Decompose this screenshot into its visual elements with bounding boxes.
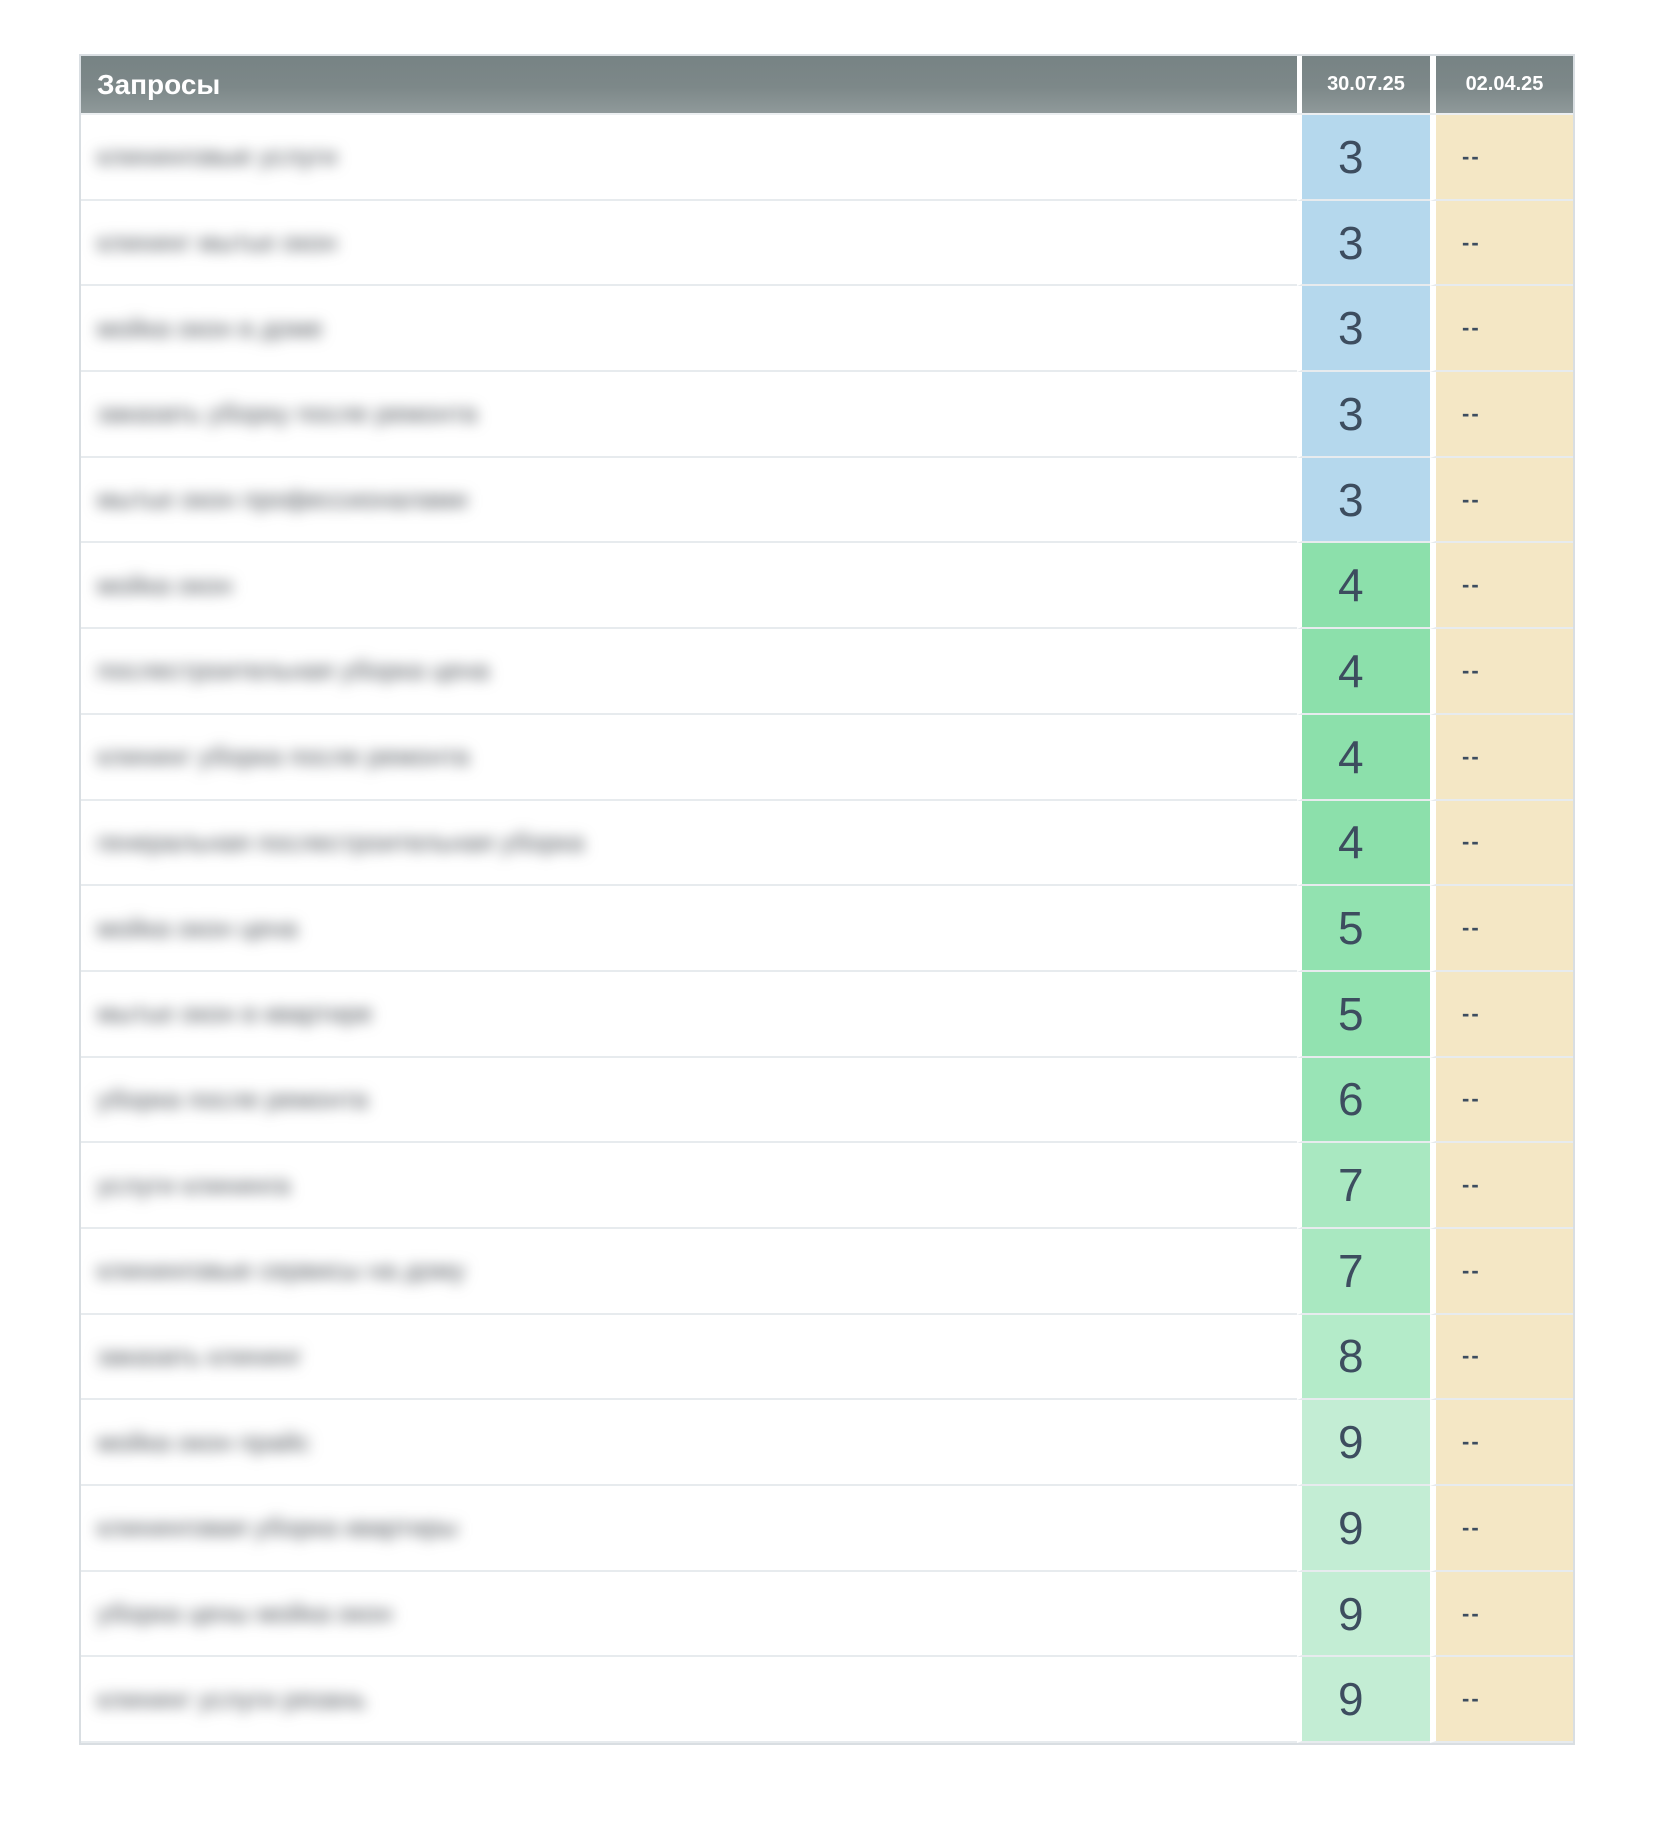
blurred-query-text: мытье окон профессионалами: [97, 484, 468, 515]
blurred-query-text: уборка после ремонта: [97, 1083, 368, 1114]
position-cell: [1297, 1400, 1430, 1486]
query-cell: [81, 1229, 1297, 1315]
table-header: [81, 56, 1573, 115]
blurred-query-text: клининговые сервисы на дому: [97, 1255, 466, 1286]
position-cell: [1297, 1315, 1430, 1401]
query-cell: [81, 1143, 1297, 1229]
table-row: [81, 972, 1573, 1058]
column-header-date-1: 30.07.25: [1297, 56, 1430, 113]
position-value: 3: [1338, 216, 1364, 269]
position-cell: [1297, 1058, 1430, 1144]
blurred-query-text: генеральная послестроительная уборка: [97, 826, 585, 857]
position-value: 4: [1338, 730, 1364, 783]
no-data-value: --: [1462, 1429, 1481, 1455]
query-cell: [81, 1486, 1297, 1572]
position-cell: [1297, 886, 1430, 972]
no-data-value: --: [1462, 1000, 1481, 1026]
position-value: 3: [1338, 473, 1364, 526]
previous-position-cell: [1430, 372, 1573, 458]
table-row: [81, 886, 1573, 972]
blurred-query-text: мойка окон: [97, 569, 233, 600]
blurred-query-text: клининговая уборка квартиры: [97, 1512, 458, 1543]
queries-table: [79, 54, 1575, 1745]
previous-position-cell: [1430, 543, 1573, 629]
previous-position-cell: [1430, 715, 1573, 801]
position-value: 3: [1338, 302, 1364, 355]
position-value: 5: [1338, 987, 1364, 1040]
no-data-value: --: [1462, 1086, 1481, 1112]
position-cell: [1297, 1486, 1430, 1572]
table-row: [81, 1143, 1573, 1229]
position-value: 4: [1338, 816, 1364, 869]
position-cell: [1297, 201, 1430, 287]
no-data-value: --: [1462, 143, 1481, 169]
query-cell: [81, 115, 1297, 201]
previous-position-cell: [1430, 286, 1573, 372]
position-cell: [1297, 115, 1430, 201]
table-row: [81, 458, 1573, 544]
blurred-query-text: заказать уборку после ремонта: [97, 398, 478, 429]
query-cell: [81, 1572, 1297, 1658]
table-row: [81, 286, 1573, 372]
no-data-value: --: [1462, 657, 1481, 683]
table-row: [81, 1572, 1573, 1658]
table-row: [81, 201, 1573, 287]
query-cell: [81, 543, 1297, 629]
position-value: 4: [1338, 559, 1364, 612]
table-body: [81, 115, 1573, 1743]
position-cell: [1297, 1229, 1430, 1315]
query-cell: [81, 372, 1297, 458]
previous-position-cell: [1430, 1143, 1573, 1229]
query-cell: [81, 1058, 1297, 1144]
table-row: [81, 543, 1573, 629]
previous-position-cell: [1430, 1229, 1573, 1315]
query-cell: [81, 715, 1297, 801]
no-data-value: --: [1462, 572, 1481, 598]
table-row: [81, 1058, 1573, 1144]
no-data-value: --: [1462, 915, 1481, 941]
previous-position-cell: [1430, 1058, 1573, 1144]
blurred-query-text: мойка окон в доме: [97, 312, 323, 343]
column-header-queries: Запросы: [97, 68, 221, 100]
previous-position-cell: [1430, 1657, 1573, 1743]
table-row: [81, 1315, 1573, 1401]
position-cell: [1297, 1572, 1430, 1658]
position-cell: [1297, 458, 1430, 544]
no-data-value: --: [1462, 486, 1481, 512]
no-data-value: --: [1462, 400, 1481, 426]
blurred-query-text: клининг мытье окон: [97, 227, 337, 258]
no-data-value: --: [1462, 1514, 1481, 1540]
position-value: 9: [1338, 1587, 1364, 1640]
no-data-value: --: [1462, 743, 1481, 769]
no-data-value: --: [1462, 829, 1481, 855]
position-cell: [1297, 543, 1430, 629]
no-data-value: --: [1462, 1600, 1481, 1626]
previous-position-cell: [1430, 629, 1573, 715]
table-row: [81, 629, 1573, 715]
no-data-value: --: [1462, 1172, 1481, 1198]
blurred-query-text: заказать клининг: [97, 1340, 303, 1371]
position-cell: [1297, 972, 1430, 1058]
table-row: [81, 1400, 1573, 1486]
no-data-value: --: [1462, 1686, 1481, 1712]
query-cell: [81, 201, 1297, 287]
blurred-query-text: клининг услуги рязань: [97, 1683, 366, 1714]
position-value: 5: [1338, 902, 1364, 955]
previous-position-cell: [1430, 458, 1573, 544]
blurred-query-text: мытье окон в квартире: [97, 998, 373, 1029]
query-cell: [81, 286, 1297, 372]
blurred-query-text: клининг уборка после ремонта: [97, 741, 470, 772]
table-row: [81, 1229, 1573, 1315]
position-value: 9: [1338, 1416, 1364, 1469]
blurred-query-text: клининговые услуги: [97, 141, 338, 172]
position-value: 4: [1338, 644, 1364, 697]
table-row: [81, 372, 1573, 458]
no-data-value: --: [1462, 229, 1481, 255]
position-value: 8: [1338, 1330, 1364, 1383]
query-cell: [81, 972, 1297, 1058]
table-row: [81, 1486, 1573, 1572]
position-cell: [1297, 372, 1430, 458]
position-value: 9: [1338, 1501, 1364, 1554]
blurred-query-text: мойка окон цена: [97, 912, 298, 943]
previous-position-cell: [1430, 801, 1573, 887]
position-cell: [1297, 1143, 1430, 1229]
position-cell: [1297, 801, 1430, 887]
position-value: 7: [1338, 1159, 1364, 1212]
previous-position-cell: [1430, 1315, 1573, 1401]
position-value: 3: [1338, 387, 1364, 440]
blurred-query-text: мойка окон прайс: [97, 1426, 311, 1457]
position-value: 7: [1338, 1244, 1364, 1297]
position-cell: [1297, 715, 1430, 801]
query-cell: [81, 458, 1297, 544]
no-data-value: --: [1462, 1257, 1481, 1283]
previous-position-cell: [1430, 972, 1573, 1058]
query-cell: [81, 1315, 1297, 1401]
position-value: 9: [1338, 1673, 1364, 1726]
query-cell: [81, 886, 1297, 972]
position-value: 3: [1338, 130, 1364, 183]
previous-position-cell: [1430, 1572, 1573, 1658]
previous-position-cell: [1430, 1486, 1573, 1572]
query-cell: [81, 801, 1297, 887]
position-cell: [1297, 1657, 1430, 1743]
previous-position-cell: [1430, 1400, 1573, 1486]
table-row: [81, 801, 1573, 887]
no-data-value: --: [1462, 1343, 1481, 1369]
previous-position-cell: [1430, 201, 1573, 287]
previous-position-cell: [1430, 115, 1573, 201]
position-value: 6: [1338, 1073, 1364, 1126]
blurred-query-text: уборка цены мойка окон: [97, 1598, 393, 1629]
no-data-value: --: [1462, 315, 1481, 341]
position-cell: [1297, 629, 1430, 715]
blurred-query-text: послестроительная уборка цена: [97, 655, 490, 686]
query-cell: [81, 1657, 1297, 1743]
blurred-query-text: услуги клининга: [97, 1169, 291, 1200]
position-cell: [1297, 286, 1430, 372]
table-row: [81, 115, 1573, 201]
query-cell: [81, 629, 1297, 715]
previous-position-cell: [1430, 886, 1573, 972]
table-row: [81, 1657, 1573, 1743]
table-row: [81, 715, 1573, 801]
query-cell: [81, 1400, 1297, 1486]
column-header-date-2: 02.04.25: [1430, 56, 1573, 113]
